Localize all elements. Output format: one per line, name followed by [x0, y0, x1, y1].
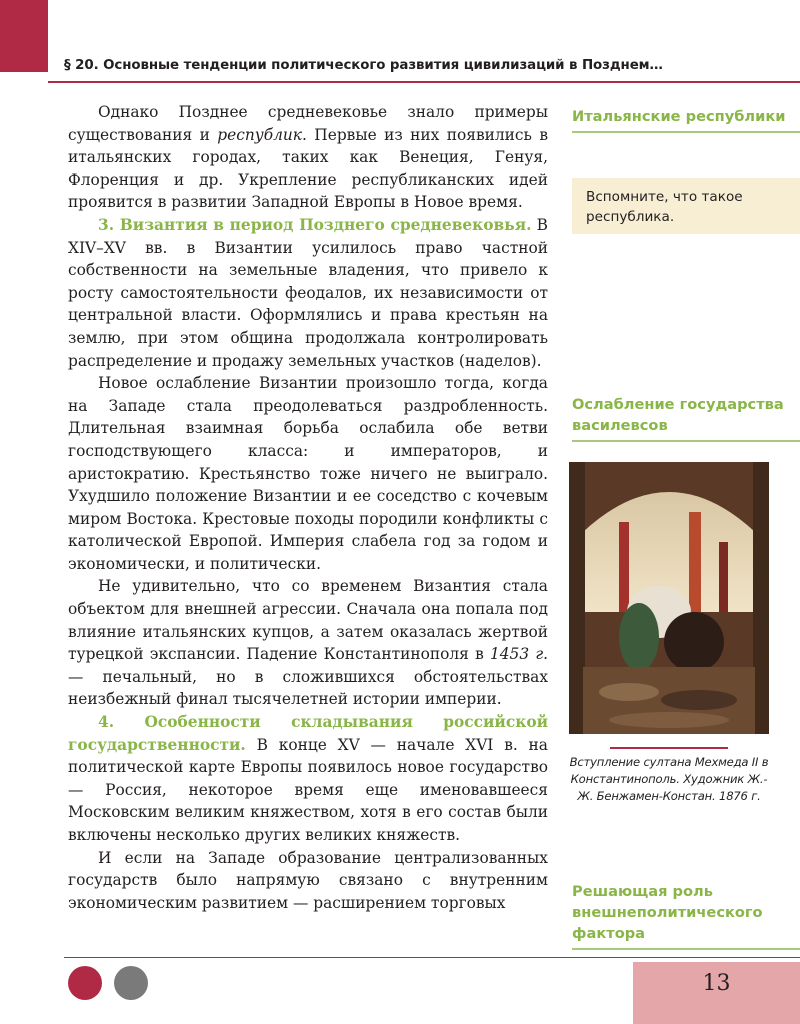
footer-red-circle — [68, 966, 102, 1000]
term-republics: республик — [217, 125, 302, 144]
margin-heading-italian-republics: Итальянские республики — [572, 106, 800, 133]
margin-heading-basileus-state: Ослабление государства василевсов — [572, 394, 800, 442]
page-number-box — [633, 962, 800, 1024]
corner-color-block — [0, 0, 48, 72]
paragraph-russian-state: 4. Особенности складывания российской государственности. В конце XV — начале XVI в. на политической карте Европы появилось новое государство — Россия, некоторое время еще именовавшееся Московским великим княжеством, хотя в его состав были включены несколько других великих княжеств. — [68, 713, 548, 844]
paragraph-byzantium-weakening: Новое ослабление Византии произошло тогда, когда на Западе стала преодолеваться раздробленность. Длительная взаимная борьба ослабила обе ветви господствующего класса: и императоров, и аристократию. Крестьянство тоже ничего не выиграло. Ухудшило положение Византии и ее соседство с кочевым миром Востока. Крестовые походы породили конфликты с католической Европой. Империя слабела год за годом и экономически, и политически. — [68, 374, 548, 573]
running-header: § 20. Основные тенденции политического развития цивилизаций в Позднем… — [64, 58, 663, 73]
paragraph-fall-of-constantinople: Не удивительно, что со временем Византия стала объектом для внешней агрессии. Сначала она попала под влияние итальянских купцов, а затем оказалась жертвой турецкой экспансии. Падение Константинополя в 1453 г. — печальный, но в сложившихся обстоятельствах неизбежный финал тысячелетней истории империи. — [68, 577, 548, 709]
paragraph-byzantium-late-middle-ages: 3. Византия в период Позднего средневековья. В XIV–XV вв. в Византии усилилось право частной собственности на земельные владения, что привело к росту самостоятельности феодалов, их независимости от центральной власти. Оформлялись и права крестьян на землю, при этом община продолжала контролировать распределение и продажу земельных участков (наделов). — [68, 215, 548, 370]
main-text-column — [68, 101, 548, 914]
paragraph-centralized-states: И если на Западе образование централизованных государств было напрямую связано с внутренним экономическим развитием — расширением торговых — [68, 848, 548, 912]
footer-divider — [64, 957, 800, 958]
footer-gray-circle — [114, 966, 148, 1000]
page-number: 13 — [702, 971, 731, 996]
painting-illustration — [569, 462, 769, 734]
section-heading-3: 3. Византия в период Позднего средневековья. — [98, 215, 532, 234]
margin-heading-foreign-policy-factor: Решающая роль внешнеполитического фактора — [572, 881, 800, 950]
painting-caption: Вступление султана Мехмеда II в Константинополь. Художник Ж.-Ж. Бенжамен-Констан. 1876 г. — [569, 755, 769, 803]
header-divider — [48, 81, 800, 83]
paragraph-republics: Однако Позднее средневековье знало примеры существования и республик. Первые из них появились в итальянских городах, таких как Венеция, Генуя, Флоренция и др. Укрепление республиканских идей проявится в развитии Западной Европы в Новое время. — [68, 103, 548, 212]
section-heading-4: 4. Особенности складывания российской государственности. — [68, 713, 548, 754]
callout-remember-republic: Вспомните, что такое республика. — [572, 178, 800, 234]
caption-divider — [610, 747, 728, 749]
date-1453: 1453 г. — [489, 645, 548, 664]
